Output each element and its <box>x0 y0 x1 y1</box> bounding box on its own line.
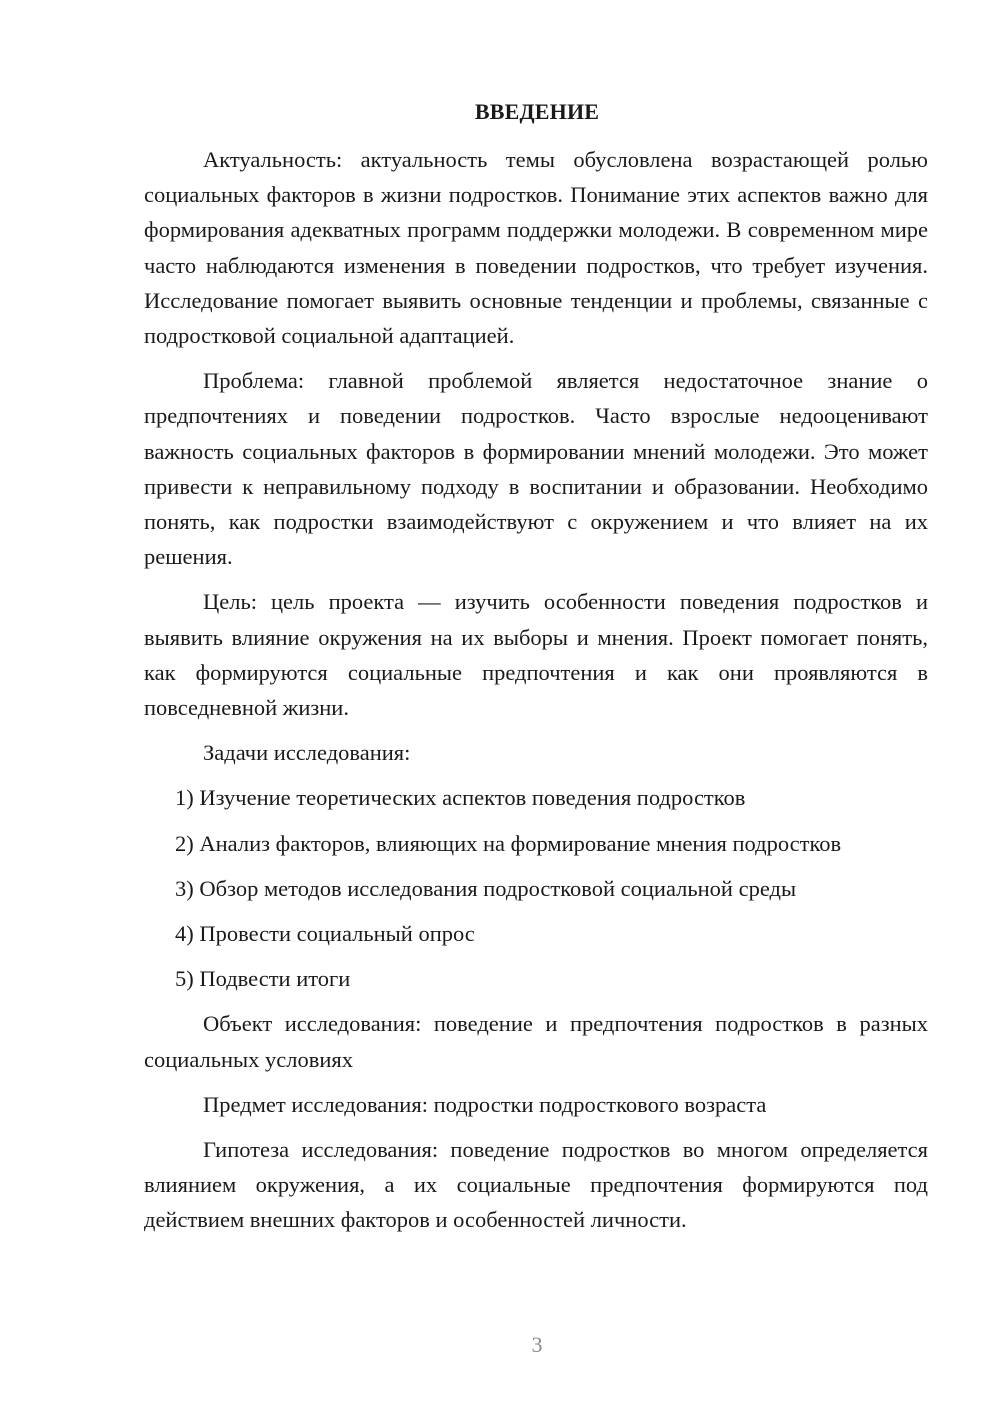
paragraph-problem: Проблема: главной проблемой является недостаточное знание о предпочтениях и поведении подростков. Часто взрослые недооценивают важность социальных факторов в формировании мнений молодежи. Это может привести к неправильному подходу в воспитании и образовании. Необходимо понять, как подростки взаимодействуют с окружением и что влияет на их решения. <box>144 368 928 570</box>
paragraph-tasks-heading: Задачи исследования: <box>203 740 411 766</box>
paragraph-object: Объект исследования: поведение и предпочтения подростков в разных социальных условиях <box>144 1011 928 1072</box>
list-item: 3) Обзор методов исследования подростковой социальной среды <box>175 875 797 901</box>
list-item: 4) Провести социальный опрос <box>175 921 475 947</box>
tasks-list <box>144 780 928 996</box>
list-item: 5) Подвести итоги <box>175 966 351 992</box>
document-body <box>144 142 928 1248</box>
paragraph-hypothesis: Гипотеза исследования: поведение подростков во многом определяется влиянием окружения, а их социальные предпочтения формируются под действием внешних факторов и особенностей личности. <box>144 1137 928 1233</box>
list-item: 2) Анализ факторов, влияющих на формирование мнения подростков <box>175 830 842 856</box>
paragraph-subject: Предмет исследования: подростки подросткового возраста <box>203 1091 767 1117</box>
page-number: 3 <box>531 1332 543 1357</box>
paragraph-goal: Цель: цель проекта — изучить особенности поведения подростков и выявить влияние окружения на их выборы и мнения. Проект помогает понять, как формируются социальные предпочтения и как они проявляются в повседневной жизни. <box>144 589 928 721</box>
page-title: ВВЕДЕНИЕ <box>474 99 600 124</box>
paragraph-relevance: Актуальность: актуальность темы обусловлена возрастающей ролью социальных факторов в жизни подростков. Понимание этих аспектов важно для формирования адекватных программ поддержки молодежи. В современном мире часто наблюдаются изменения в поведении подростков, что требует изучения. Исследование помогает выявить основные тенденции и проблемы, связанные с подростковой социальной адаптацией. <box>144 147 928 349</box>
list-item: 1) Изучение теоретических аспектов поведения подростков <box>175 785 746 811</box>
